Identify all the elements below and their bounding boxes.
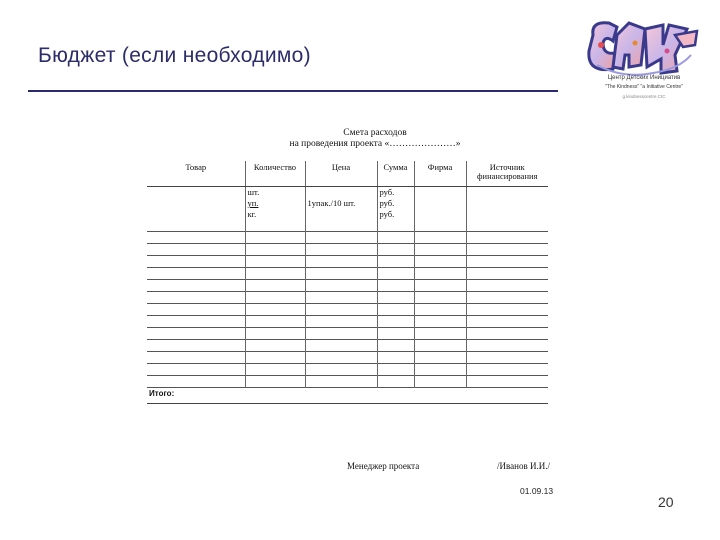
column-header-funding-source: Источник финансирования: [466, 161, 548, 187]
table-row: [147, 316, 548, 328]
logo-caption-line3: g.kindnesscentre.CIC: [622, 94, 666, 99]
estimate-heading-subtitle: на проведения проекта «…………………»: [289, 139, 461, 149]
column-header-quantity: Количество: [245, 161, 305, 187]
logo-caption: [583, 74, 705, 101]
column-header-item: Товар: [147, 161, 245, 187]
column-header-price: Цена: [305, 161, 377, 187]
sum-unit: руб.: [379, 198, 395, 208]
table-row: [147, 304, 548, 316]
total-underline: [147, 403, 548, 404]
unit-packs: уп.: [247, 198, 259, 208]
signature-role: Менеджер проекта: [347, 461, 420, 471]
table-row: [147, 352, 548, 364]
total-row: [147, 388, 548, 400]
table-cell: [466, 187, 548, 232]
price-cell: [305, 187, 377, 232]
table-row: [147, 187, 548, 232]
table-row: [147, 340, 548, 352]
table-row: [147, 376, 548, 388]
title-underline: [28, 90, 558, 92]
document-date: 01.09.13: [520, 486, 554, 496]
table-row: [147, 364, 548, 376]
table-row: [147, 256, 548, 268]
logo-caption-line2: "The Kindness" "a Initiative Centre": [605, 84, 683, 90]
table-cell: [147, 187, 245, 232]
column-header-company: Фирма: [414, 161, 466, 187]
unit-kg: кг.: [247, 209, 257, 219]
table-row: [147, 244, 548, 256]
table-row: [147, 280, 548, 292]
logo-caption-line1: Центр Детских Инициатив: [607, 75, 681, 81]
page-number: 20: [658, 494, 674, 510]
table-row: [147, 328, 548, 340]
price-example: 1упак./10 шт.: [307, 198, 356, 208]
table-row: [147, 268, 548, 280]
sum-unit: руб.: [379, 209, 395, 219]
estimate-heading-title: Смета расходов: [343, 128, 407, 138]
table-row: [147, 292, 548, 304]
total-label: Итого:: [147, 388, 548, 400]
units-cell: [245, 187, 305, 232]
sum-cell: [377, 187, 414, 232]
table-row: [147, 232, 548, 244]
sum-unit: руб.: [379, 187, 395, 197]
column-header-sum: Сумма: [377, 161, 414, 187]
unit-pieces: шт.: [247, 187, 260, 197]
table-cell: [414, 187, 466, 232]
estimate-heading: [250, 128, 500, 150]
signature-name: /Иванов И.И./: [497, 461, 550, 471]
slide-title: Бюджет (если необходимо): [38, 44, 311, 67]
estimate-table: [147, 161, 548, 399]
